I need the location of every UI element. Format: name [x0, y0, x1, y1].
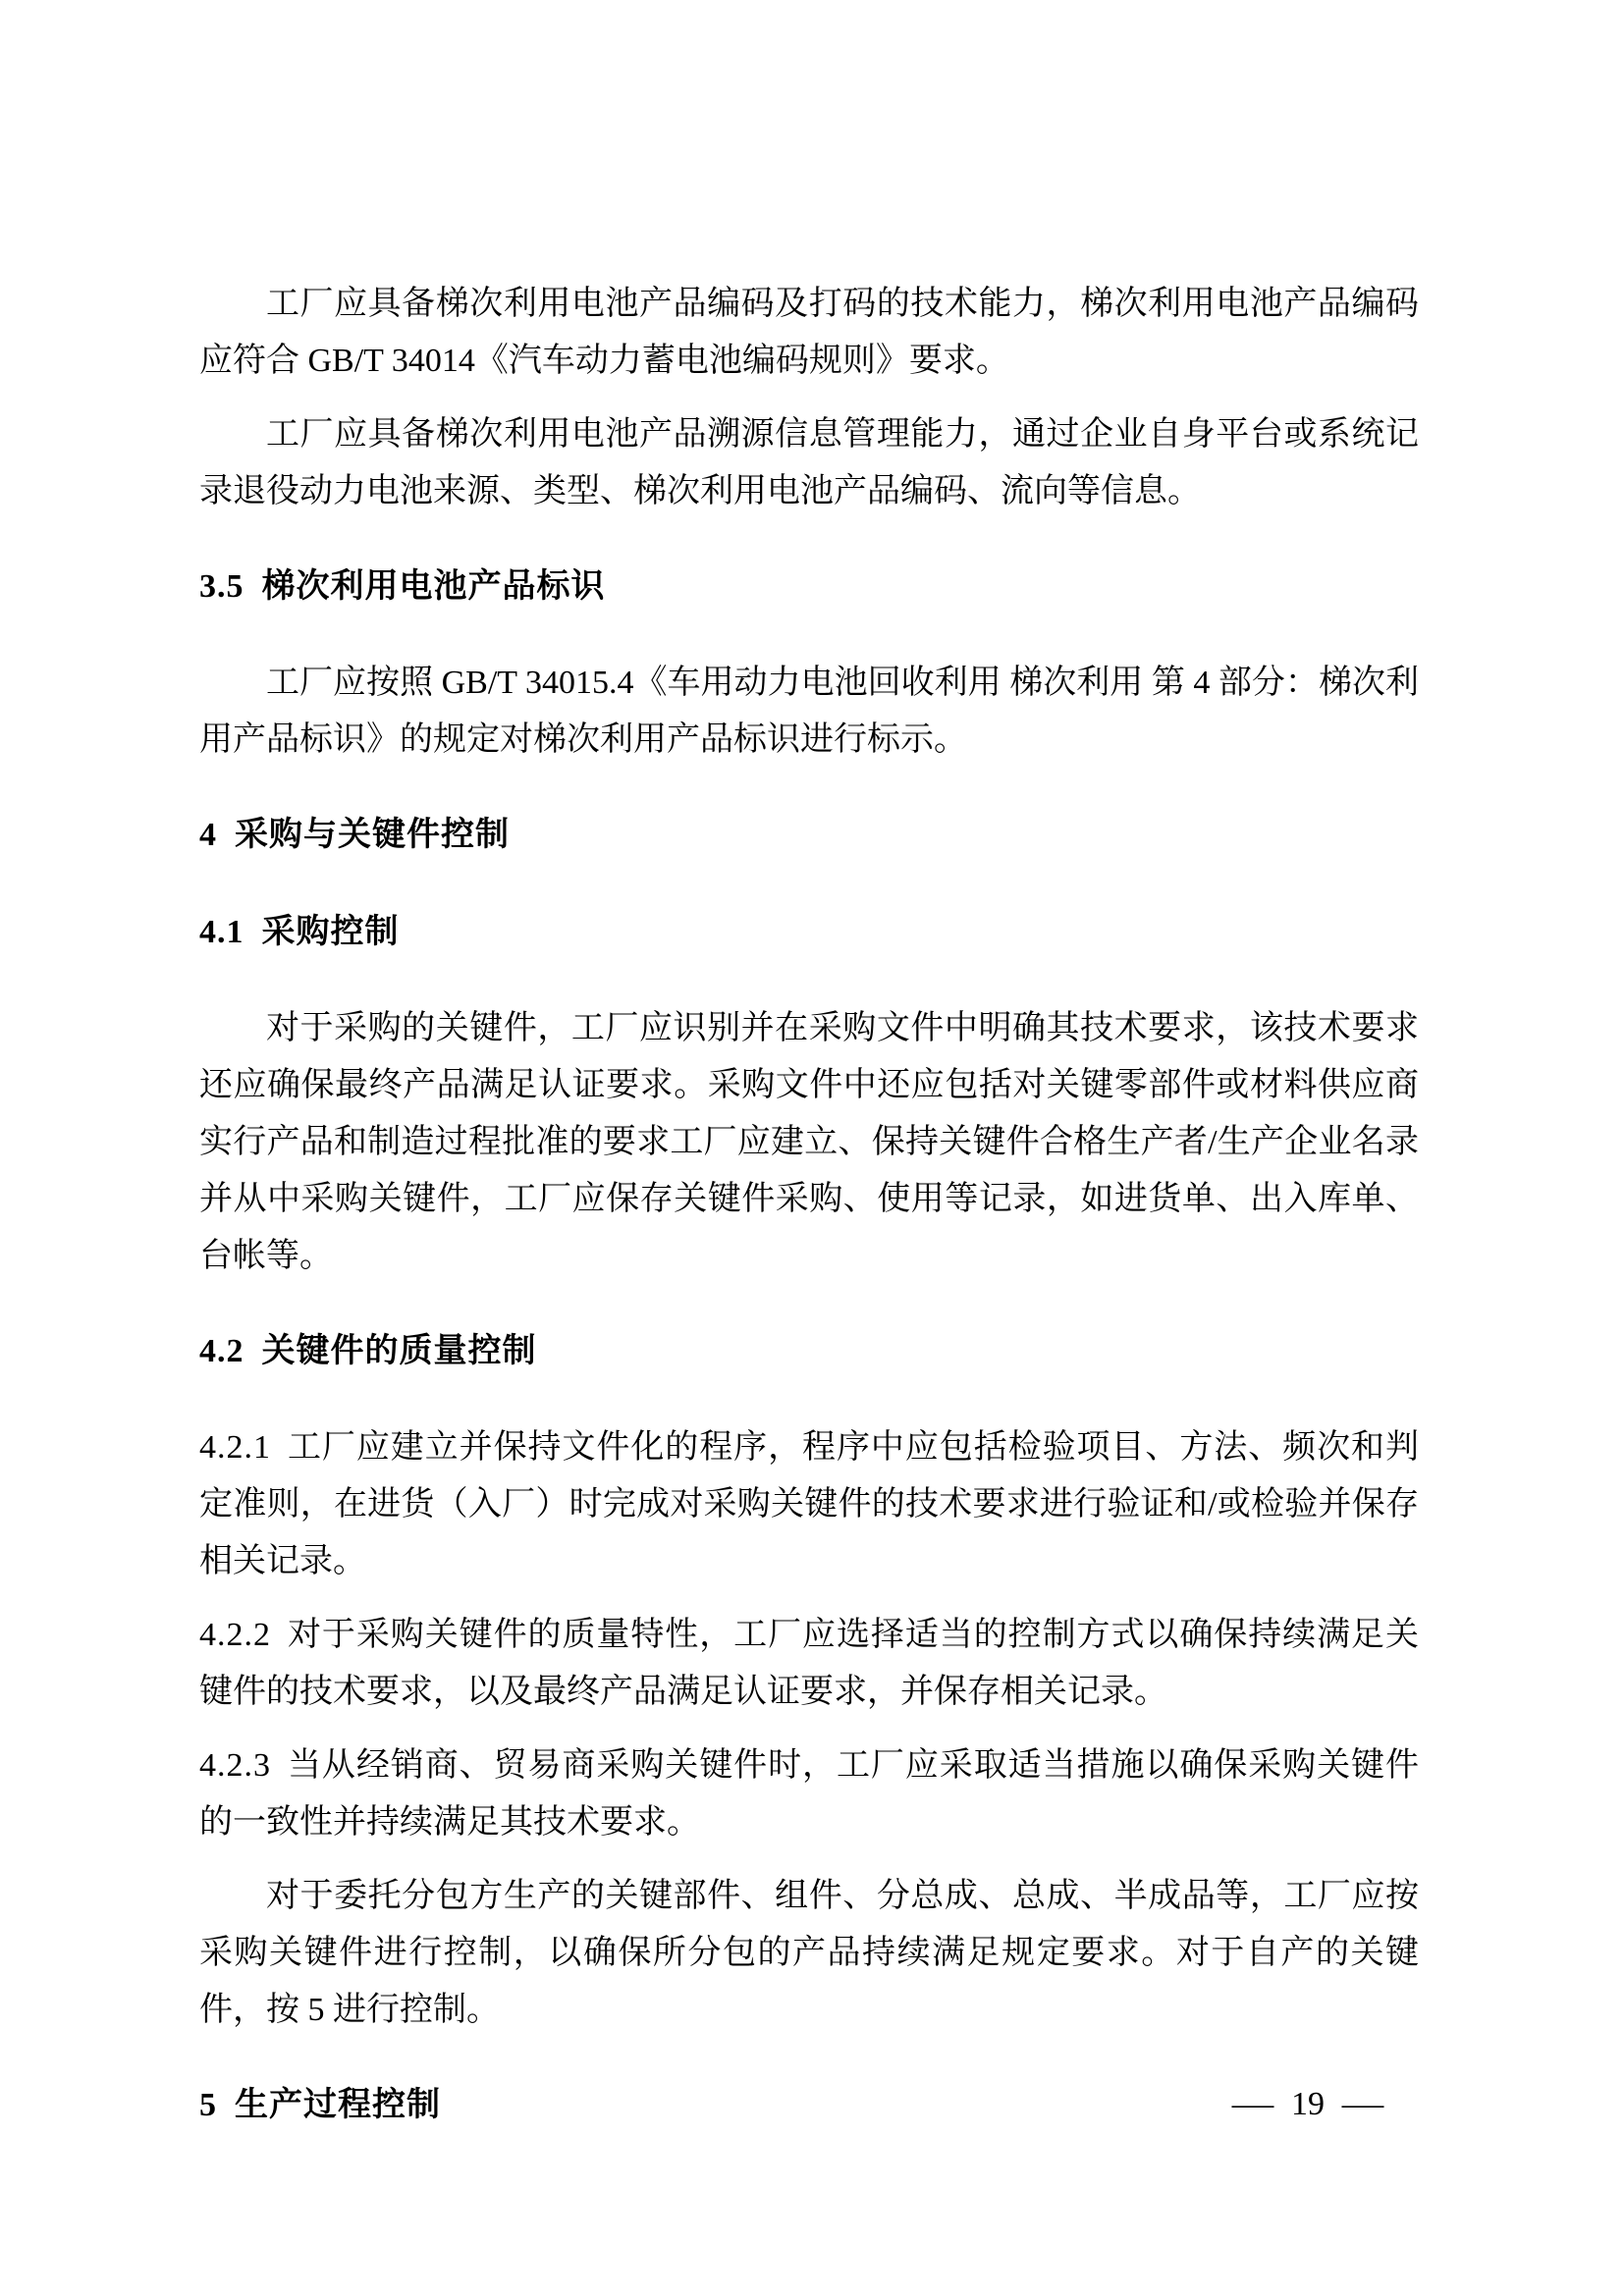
clause-text: 对于采购关键件的质量特性，工厂应选择适当的控制方式以确保持续满足关键件的技术要求，以及最终产品满足认证要求，并保存相关记录。 [199, 1617, 1419, 1710]
paragraph-procurement-control: 对于采购的关键件，工厂应识别并在采购文件中明确其技术要求，该技术要求还应确保最终产品满足认证要求。采购文件中还应包括对关键零部件或材料供应商实行产品和制造过程批准的要求工厂应建立、保持关键件合格生产者/生产企业名录并从中采购关键件，工厂应保存关键件采购、使用等记录，如进货单、出入库单、台帐等。 [199, 1010, 1419, 1274]
page-footer [1231, 2083, 1384, 2126]
footer-right-dash: — [1341, 2086, 1384, 2122]
clause-number: 4.2.1 [199, 1429, 271, 1466]
clause-number: 4.2.2 [199, 1617, 271, 1653]
section-title: 生产过程控制 [235, 2086, 441, 2123]
clause-text: 工厂应建立并保持文件化的程序，程序中应包括检验项目、方法、频次和判定准则，在进货（入厂）时完成对采购关键件的技术要求进行验证和/或检验并保存相关记录。 [199, 1429, 1419, 1579]
paragraph-subcontracting: 对于委托分包方生产的关键部件、组件、分总成、总成、半成品等，工厂应按采购关键件进行控制，以确保所分包的产品持续满足规定要求。对于自产的关键件，按 5 进行控制。 [199, 1878, 1419, 2028]
section-number: 4.2 [199, 1333, 244, 1369]
section-heading-4-1 [199, 903, 1419, 961]
section-title: 梯次利用电池产品标识 [261, 567, 606, 605]
paragraph-coding-capability: 工厂应具备梯次利用电池产品编码及打码的技术能力，梯次利用电池产品编码应符合 GB/T 34014《汽车动力蓄电池编码规则》要求。 [199, 286, 1419, 379]
clause-4-2-2 [199, 1607, 1419, 1721]
section-title: 关键件的质量控制 [261, 1332, 537, 1369]
section-title: 采购与关键件控制 [235, 816, 510, 853]
clause-text: 当从经销商、贸易商采购关键件时，工厂应采取适当措施以确保采购关键件的一致性并持续满足其技术要求。 [199, 1747, 1419, 1841]
clause-number: 4.2.3 [199, 1747, 271, 1784]
paragraph-product-marking: 工厂应按照 GB/T 34015.4《车用动力电池回收利用 梯次利用 第 4 部分：梯次利用产品标识》的规定对梯次利用产品标识进行标示。 [199, 665, 1419, 758]
page-number: 19 [1291, 2086, 1325, 2122]
footer-left-dash: — [1231, 2086, 1274, 2122]
clause-4-2-3 [199, 1737, 1419, 1851]
section-number: 4 [199, 817, 217, 853]
section-heading-3-5 [199, 558, 1419, 615]
section-number: 4.1 [199, 914, 244, 950]
section-number: 5 [199, 2087, 217, 2123]
section-heading-4-2 [199, 1322, 1419, 1380]
paragraph-traceability: 工厂应具备梯次利用电池产品溯源信息管理能力，通过企业自身平台或系统记录退役动力电池来源、类型、梯次利用电池产品编码、流向等信息。 [199, 416, 1419, 509]
page-body [199, 276, 1419, 2173]
section-heading-4 [199, 806, 1419, 864]
section-title: 采购控制 [261, 913, 400, 950]
clause-4-2-1 [199, 1419, 1419, 1590]
section-number: 3.5 [199, 568, 244, 605]
